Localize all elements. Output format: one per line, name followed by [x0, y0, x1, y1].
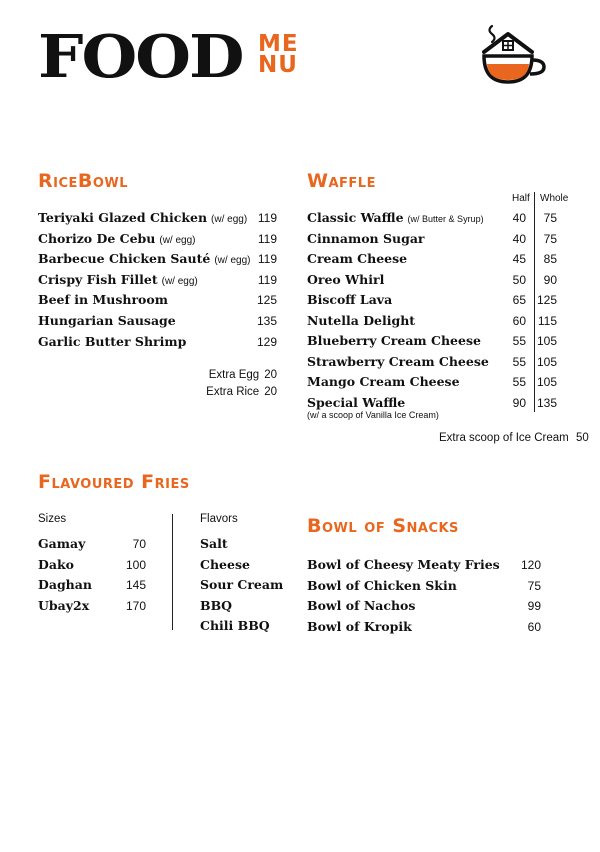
fries-sizes-label: Sizes	[38, 513, 67, 525]
waffle-item	[307, 333, 481, 349]
snack-price: 120	[520, 558, 541, 572]
extra-label: Extra Rice	[206, 386, 260, 398]
fries-size-item	[38, 598, 89, 614]
item-name: Strawberry Cream Cheese	[307, 353, 489, 369]
size-price: 70	[132, 537, 146, 551]
item-name: Blueberry Cream Cheese	[307, 333, 481, 348]
item-note: (w/ egg)	[211, 214, 248, 225]
fries-flavor-item	[200, 536, 228, 552]
fries-size-item	[38, 577, 92, 593]
item-name: Crispy Fish Fillet	[38, 271, 158, 287]
section-title-ricebowl: RiceBowl	[38, 170, 129, 192]
fries-column-divider	[172, 514, 173, 630]
item-price: 119	[257, 211, 277, 225]
item-price-whole: 105	[536, 375, 557, 389]
item-name: Chorizo De Cebu	[38, 230, 156, 246]
waffle-item	[307, 374, 460, 390]
item-name: Classic Waffle	[307, 210, 404, 225]
ricebowl-item	[38, 334, 186, 350]
item-price-whole: 90	[543, 272, 557, 287]
item-price-half: 40	[512, 231, 526, 246]
item-price: 129	[256, 334, 277, 349]
item-price-half: 40	[512, 211, 526, 225]
snack-item	[307, 598, 415, 614]
title-menu-line1: ME	[258, 31, 299, 57]
item-price-half: 45	[512, 252, 526, 266]
item-price-half: 50	[512, 272, 526, 287]
col-header-half: Half	[512, 193, 530, 204]
item-name: Cinnamon Sugar	[307, 230, 425, 246]
size-name: Gamay	[38, 536, 86, 551]
ricebowl-extra	[206, 386, 277, 398]
snack-price: 99	[527, 599, 541, 613]
title-menu-line2: NU	[258, 52, 298, 78]
item-name: Special Waffle	[307, 394, 406, 410]
item-price: 119	[257, 252, 277, 267]
item-price-whole: 75	[543, 211, 557, 225]
extra-price: 20	[264, 369, 277, 381]
waffle-extra-price: 50	[575, 432, 589, 444]
snack-price: 75	[527, 578, 541, 593]
size-price: 145	[125, 578, 146, 592]
ricebowl-item	[38, 292, 168, 308]
item-price-half: 55	[512, 354, 526, 369]
snack-name: Bowl of Nachos	[307, 598, 416, 613]
waffle-item	[307, 292, 392, 308]
item-price-whole: 75	[543, 231, 557, 246]
item-price-whole: 135	[536, 395, 557, 410]
flavor-name: Salt	[200, 536, 228, 551]
item-price-half: 55	[512, 334, 526, 348]
ricebowl-item	[38, 313, 176, 329]
waffle-item	[307, 313, 415, 329]
waffle-item	[307, 354, 489, 370]
section-title-snacks: Bowl of Snacks	[307, 515, 459, 537]
waffle-extra-label: Extra scoop of Ice Cream	[439, 432, 569, 444]
waffle-item	[307, 251, 407, 267]
waffle-item	[307, 210, 484, 227]
waffle-extra	[439, 432, 589, 444]
item-price-whole: 125	[536, 293, 557, 307]
item-price: 119	[257, 272, 277, 287]
item-price-whole: 105	[536, 334, 557, 348]
extra-price: 20	[264, 386, 277, 398]
item-price-half: 60	[512, 313, 526, 328]
col-header-whole: Whole	[540, 193, 569, 204]
snack-item	[307, 557, 500, 573]
size-name: Dako	[38, 556, 74, 572]
flavor-name: Cheese	[200, 556, 250, 572]
fries-flavor-item	[200, 557, 250, 573]
item-note: (w/ egg)	[161, 275, 198, 287]
item-price-half: 55	[512, 375, 526, 389]
item-price-whole: 115	[537, 313, 557, 328]
item-name: Hungarian Sausage	[38, 313, 176, 328]
waffle-item	[307, 272, 384, 288]
item-price-whole: 105	[536, 354, 557, 369]
item-price-whole: 85	[543, 252, 557, 266]
waffle-item	[307, 231, 425, 247]
ricebowl-item	[38, 231, 196, 249]
flavor-name: Chili BBQ	[200, 618, 270, 633]
item-name: Oreo Whirl	[307, 271, 385, 287]
flavor-name: Sour Cream	[200, 577, 284, 592]
special-waffle-note: (w/ a scoop of Vanilla Ice Cream)	[307, 410, 439, 420]
item-price-half: 90	[512, 395, 526, 410]
title-food: FOOD	[38, 22, 243, 92]
size-price: 100	[125, 557, 146, 572]
section-title-waffle: Waffle	[307, 170, 376, 192]
item-name: Nutella Delight	[307, 312, 416, 328]
item-name: Teriyaki Glazed Chicken	[38, 210, 208, 225]
section-title-fries: Flavoured Fries	[38, 471, 190, 493]
fries-flavor-item	[200, 598, 232, 614]
fries-size-item	[38, 557, 74, 573]
item-note: (w/ egg)	[159, 234, 196, 246]
waffle-item	[307, 395, 405, 411]
fries-size-item	[38, 536, 85, 552]
item-name: Mango Cream Cheese	[307, 374, 460, 389]
item-price: 125	[256, 293, 277, 308]
item-price: 119	[257, 231, 277, 246]
home-cafe-cup-icon	[478, 22, 556, 92]
item-name: Biscoff Lava	[307, 292, 393, 307]
snack-item	[307, 619, 412, 635]
size-name: Ubay2x	[38, 597, 90, 613]
snack-item	[307, 578, 457, 594]
snack-price: 60	[527, 619, 541, 634]
size-name: Daghan	[38, 577, 92, 592]
item-name: Barbecue Chicken Sauté	[38, 251, 211, 267]
item-note: (w/ egg)	[214, 255, 251, 267]
snack-name: Bowl of Cheesy Meaty Fries	[307, 557, 500, 572]
ricebowl-item	[38, 251, 250, 269]
extra-label: Extra Egg	[208, 369, 260, 381]
item-price-half: 65	[512, 293, 526, 307]
item-name: Garlic Butter Shrimp	[38, 333, 187, 349]
ricebowl-extra	[209, 369, 277, 381]
waffle-column-divider	[534, 192, 535, 412]
ricebowl-item	[38, 210, 247, 228]
item-name: Cream Cheese	[307, 251, 408, 266]
item-name: Beef in Mushroom	[38, 292, 168, 308]
snack-name: Bowl of Kropik	[307, 618, 412, 634]
ricebowl-item	[38, 272, 198, 290]
title-menu	[258, 31, 299, 78]
fries-flavor-item	[200, 618, 270, 634]
size-price: 170	[125, 598, 146, 613]
fries-flavors-label: Flavors	[200, 513, 238, 525]
item-price: 135	[256, 314, 277, 328]
flavor-name: BBQ	[200, 597, 233, 613]
item-note: (w/ Butter & Syrup)	[407, 214, 484, 224]
snack-name: Bowl of Chicken Skin	[307, 577, 457, 593]
fries-flavor-item	[200, 577, 283, 593]
